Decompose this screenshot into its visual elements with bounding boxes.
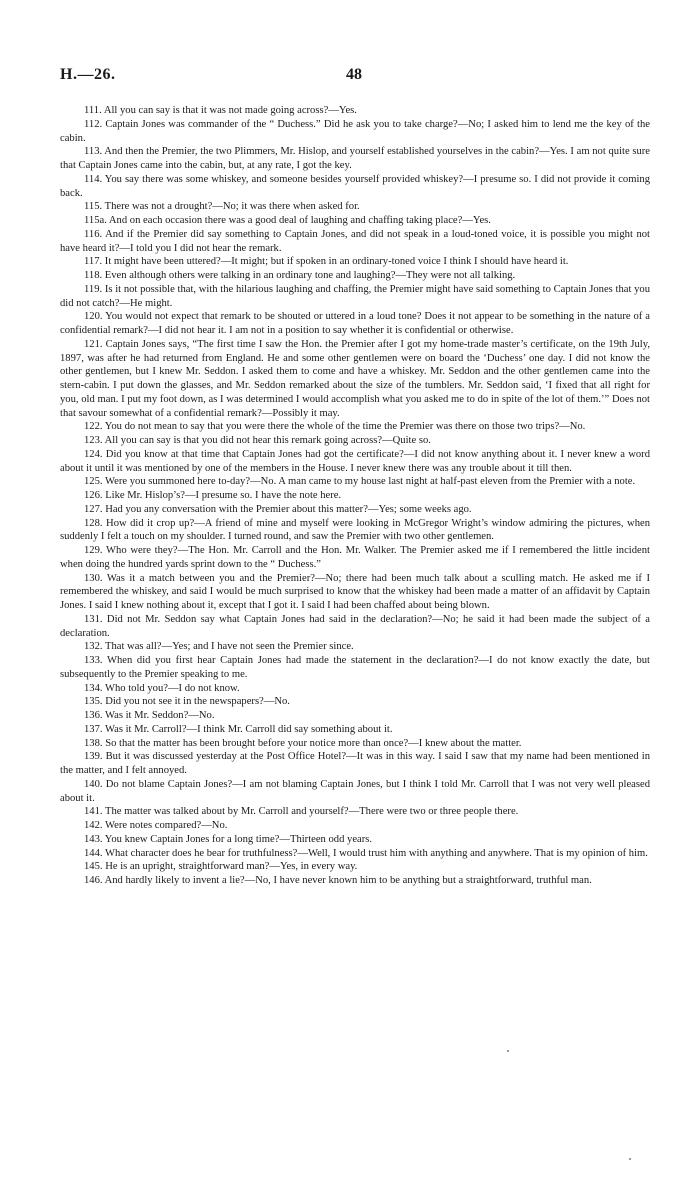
testimony-paragraph: 125. Were you summoned here to-day?—No. A man came to my house last night at half-past eleven from the Premier with a note. — [84, 476, 636, 488]
testimony-paragraph: 124. Did you know at that time that Captain Jones had got the certificate?—I did not know anything about it. I never knew a word about it until it was mentioned by one of the members in the House. I never knew there was any trouble about it till then. — [60, 448, 650, 474]
testimony-paragraph: 115a. And on each occasion there was a good deal of laughing and chaffing taking place?—Yes. — [84, 215, 491, 226]
testimony-paragraph: 115. There was not a drought?—No; it was there when asked for. — [84, 201, 360, 213]
testimony-paragraph: 144. What character does he bear for truthfulness?—Well, I would trust him with anything and anywhere. That is my opinion of him. — [84, 847, 648, 859]
testimony-paragraph: 145. He is an upright, straightforward man?—Yes, in every way. — [84, 861, 358, 873]
testimony-paragraph: 111. All you can say is that it was not made going across?—Yes. — [84, 105, 357, 116]
testimony-paragraph: 122. You do not mean to say that you were there the whole of the time the Premier was there on those two trips?—No. — [84, 421, 586, 433]
testimony-paragraph: 129. Who were they?—The Hon. Mr. Carroll and the Hon. Mr. Walker. The Premier asked me if I remembered the little incident when doing the hundred yards sprint down to the “ Duchess.” — [60, 545, 650, 570]
testimony-paragraph: 132. That was all?—Yes; and I have not seen the Premier since. — [84, 641, 354, 653]
testimony-paragraph: 146. And hardly likely to invent a lie?—No, I have never known him to be anything but a straightforward, truthful man. — [84, 875, 592, 886]
testimony-paragraph: 141. The matter was talked about by Mr. Carroll and yourself?—There were two or three people there. — [84, 806, 519, 818]
scan-speck — [507, 1050, 509, 1052]
testimony-paragraph: 130. Was it a match between you and the Premier?—No; there had been much talk about a sculling match. He asked me if I remembered the whiskey, and said I would be much surprised to know that the whiskey had been made a matter of an affidavit by Captain Jones. I said I knew nothing about it, except that I got it. I said I had been chaffed about being blown. — [60, 572, 650, 611]
page-header — [60, 66, 650, 90]
testimony-paragraph: 120. You would not expect that remark to be shouted or uttered in a loud tone? Does it not appear to be something in the nature of a confidential remark?—I did not hear it. I am not in a position to say whether it is confidential or otherwise. — [60, 311, 650, 336]
testimony-paragraph: 113. And then the Premier, the two Plimmers, Mr. Hislop, and yourself established yourselves in the cabin?—Yes. I am not quite sure that Captain Jones came into the cabin, but, at any rate, I got the key. — [60, 146, 650, 171]
testimony-paragraph: 117. It might have been uttered?—It might; but if spoken in an ordinary-toned voice I think I should have heard it. — [84, 256, 569, 268]
testimony-paragraph: 137. Was it Mr. Carroll?—I think Mr. Carroll did say something about it. — [84, 723, 393, 735]
testimony-paragraph: 118. Even although others were talking in an ordinary tone and laughing?—They were not all talking. — [84, 270, 516, 281]
testimony-paragraph: 126. Like Mr. Hislop’s?—I presume so. I have the note here. — [84, 490, 342, 501]
page-number: 48 — [346, 66, 362, 83]
testimony-body — [60, 104, 650, 888]
scan-speck — [629, 1158, 631, 1160]
testimony-paragraph: 139. But it was discussed yesterday at the Post Office Hotel?—It was in this way. I said I saw that my name had been mentioned in the matter, and I felt annoyed. — [60, 751, 650, 776]
testimony-paragraph: 131. Did not Mr. Seddon say what Captain Jones had said in the declaration?—No; he said it had been made the subject of a declaration. — [60, 613, 650, 639]
testimony-paragraph: 128. How did it crop up?—A friend of mine and myself were looking in McGregor Wright’s window admiring the pictures, when suddenly I felt a touch on my shoulder. I turned round, and saw the Premier with two other gentlemen. — [60, 517, 650, 543]
testimony-paragraph: 119. Is it not possible that, with the hilarious laughing and chaffing, the Premier might have said something to Captain Jones that you did not catch?—He might. — [60, 283, 650, 309]
testimony-paragraph: 134. Who told you?—I do not know. — [84, 682, 240, 694]
testimony-paragraph: 123. All you can say is that you did not hear this remark going across?—Quite so. — [84, 435, 431, 446]
testimony-paragraph: 112. Captain Jones was commander of the “ Duchess.” Did he ask you to take charge?—No; I asked him to lend me the key of the cabin. — [60, 118, 650, 144]
document-reference: H.—26. — [60, 66, 116, 83]
testimony-paragraph: 138. So that the matter has been brought before your notice more than once?—I knew about the matter. — [84, 737, 522, 749]
testimony-paragraph: 133. When did you first hear Captain Jones had made the statement in the declaration?—I do not know exactly the date, but subsequently to the Premier speaking to me. — [60, 655, 650, 680]
testimony-paragraph: 140. Do not blame Captain Jones?—I am not blaming Captain Jones, but I think I told Mr. Carroll that I was not very well pleased about it. — [60, 778, 650, 804]
testimony-paragraph: 143. You knew Captain Jones for a long time?—Thirteen odd years. — [84, 833, 373, 845]
testimony-paragraph: 127. Had you any conversation with the Premier about this matter?—Yes; some weeks ago. — [84, 503, 472, 515]
testimony-paragraph: 121. Captain Jones says, “The first time I saw the Hon. the Premier after I got my home-trade master’s certificate, on the 19th July, 1897, was after he had returned from England. He and some other gentlemen were on board the ‘Duchess’ one day. I did not know the other gentlemen, but I knew Mr. Seddon. I asked them to come and have a whiskey. Mr. Seddon and the other gentlemen came into the stern-cabin. I put down the glasses, and Mr. Seddon remarked about the size of the tumblers. Mr. Seddon said, ‘I fixed that all right for you, old man. I put my foot down, as I was determined I would accomplish what you asked me to do in spite of the lot of them.’” Does not that savour somewhat of a confidential remark?—Possibly it may. — [60, 338, 650, 419]
testimony-paragraph: 142. Were notes compared?—No. — [84, 820, 228, 831]
testimony-paragraph: 116. And if the Premier did say something to Captain Jones, and did not speak in a loud-toned voice, it is possible you might not have heard it?—I told you I did not hear the remark. — [60, 228, 650, 254]
testimony-paragraph: 114. You say there was some whiskey, and someone besides yourself provided whiskey?—I presume so. I did not provide it coming back. — [60, 173, 650, 199]
testimony-paragraph: 135. Did you not see it in the newspapers?—No. — [84, 696, 290, 708]
testimony-paragraph: 136. Was it Mr. Seddon?—No. — [84, 710, 215, 721]
